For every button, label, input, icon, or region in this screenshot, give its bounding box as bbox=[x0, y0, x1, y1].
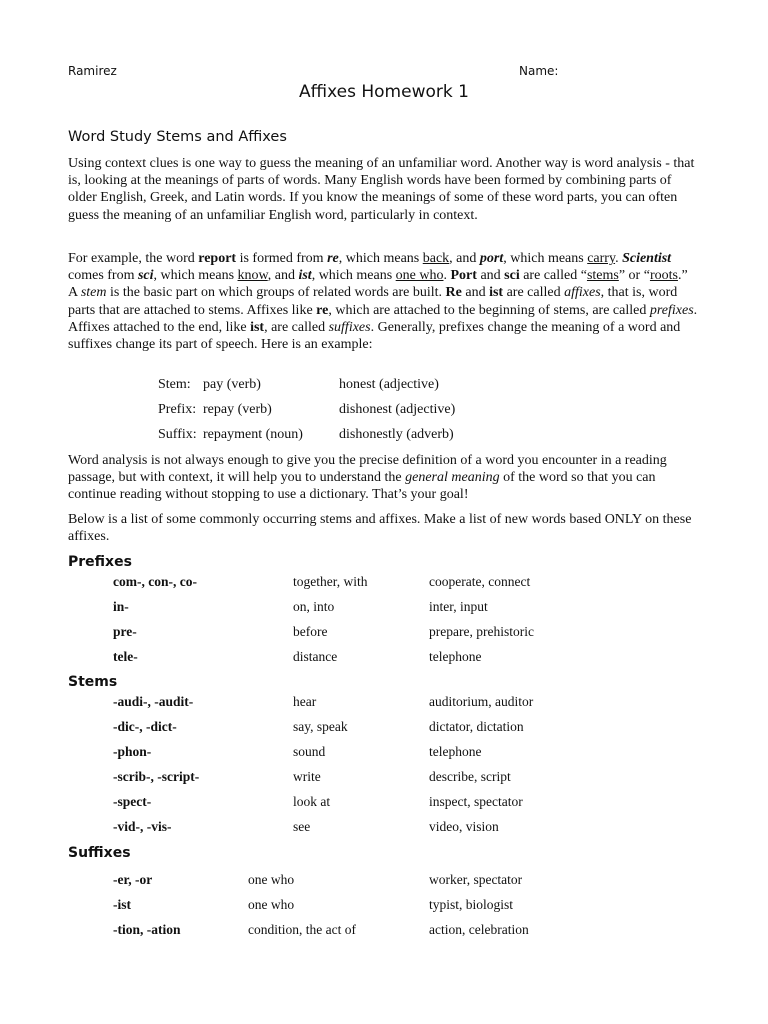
affix-cell: -vid-, -vis- bbox=[113, 819, 172, 834]
examples-cell: dictator, dictation bbox=[429, 719, 524, 734]
examples-cell: telephone bbox=[429, 649, 482, 664]
affix-cell: -ist bbox=[113, 897, 131, 912]
word-carry: carry bbox=[587, 251, 616, 266]
word-ist: ist bbox=[298, 268, 312, 284]
affix-cell: -phon- bbox=[113, 744, 152, 759]
meaning-cell: together, with bbox=[293, 574, 368, 589]
examples-cell: inspect, spectator bbox=[429, 794, 523, 809]
example-word: repayment (noun) bbox=[203, 427, 303, 442]
section-subtitle: Word Study Stems and Affixes bbox=[68, 129, 287, 145]
examples-cell: describe, script bbox=[429, 769, 511, 784]
meaning-cell: condition, the act of bbox=[248, 922, 356, 937]
meaning-cell: before bbox=[293, 624, 328, 639]
analysis-paragraph: Word analysis is not always enough to give you the precise definition of a word you encounter in a reading passage, but with context, it will help you to understand the general meaning of the word so that you can continue reading without stopping to use a dictionary. That’s your goal! bbox=[68, 453, 667, 503]
meaning-cell: write bbox=[293, 769, 321, 784]
examples-cell: worker, spectator bbox=[429, 872, 523, 887]
examples-cell: auditorium, auditor bbox=[429, 694, 534, 709]
prefixes-heading: Prefixes bbox=[68, 554, 132, 570]
intro-paragraph: Using context clues is one way to guess the meaning of an unfamiliar word. Another way is word analysis - that is, looking at the meanings of parts of words. Many English words have been formed by combining parts of older English, Greek, and Latin words. If you know the meanings of some of these word parts, you can often guess the meaning of an unfamiliar English word, particularly in context. bbox=[68, 156, 695, 223]
affix-cell: pre- bbox=[113, 624, 137, 639]
word-scientist: Scientist bbox=[622, 251, 672, 266]
example-label-stem: Stem: bbox=[158, 377, 191, 392]
examples-cell: action, celebration bbox=[429, 922, 529, 937]
meaning-cell: sound bbox=[293, 744, 326, 759]
page-title: Affixes Homework 1 bbox=[299, 82, 469, 102]
affix-cell: tele- bbox=[113, 649, 138, 664]
meaning-cell: on, into bbox=[293, 599, 335, 614]
affix-cell: -tion, -ation bbox=[113, 922, 181, 937]
teacher-name: Ramirez bbox=[68, 64, 117, 78]
general-meaning-emphasis: general meaning bbox=[405, 470, 500, 486]
affix-cell: -scrib-, -script- bbox=[113, 769, 200, 784]
examples-cell: telephone bbox=[429, 744, 482, 759]
affix-cell: -er, -or bbox=[113, 872, 153, 887]
meaning-cell: say, speak bbox=[293, 719, 348, 734]
meaning-cell: distance bbox=[293, 649, 338, 664]
affix-cell: -spect- bbox=[113, 794, 152, 809]
example-word: dishonestly (adverb) bbox=[339, 427, 454, 442]
word-report: report bbox=[198, 251, 237, 266]
word-back: back bbox=[422, 251, 450, 266]
example-word: dishonest (adjective) bbox=[339, 402, 456, 417]
meaning-cell: one who bbox=[248, 897, 295, 912]
affix-cell: in- bbox=[113, 599, 129, 614]
example-label-suffix: Suffix: bbox=[158, 427, 197, 442]
word-sci: sci bbox=[137, 268, 154, 284]
meaning-cell: one who bbox=[248, 872, 295, 887]
name-field-label: Name: bbox=[519, 64, 559, 78]
example-word: pay (verb) bbox=[203, 377, 261, 392]
example-word: honest (adjective) bbox=[339, 377, 439, 392]
example-word: repay (verb) bbox=[203, 402, 272, 417]
word-one-who: one who bbox=[395, 268, 444, 284]
examples-cell: cooperate, connect bbox=[429, 574, 531, 589]
meaning-cell: hear bbox=[293, 694, 317, 709]
meaning-cell: see bbox=[293, 819, 311, 834]
examples-cell: prepare, prehistoric bbox=[429, 624, 534, 639]
list-intro-paragraph: Below is a list of some commonly occurring stems and affixes. Make a list of new words based ONLY on these affixes. bbox=[68, 512, 692, 545]
examples-cell: inter, input bbox=[429, 599, 488, 614]
suffixes-heading: Suffixes bbox=[68, 845, 131, 861]
affix-cell: -dic-, -dict- bbox=[113, 719, 177, 734]
affix-cell: -audi-, -audit- bbox=[113, 694, 194, 709]
affix-cell: com-, con-, co- bbox=[113, 574, 197, 589]
word-port: port bbox=[479, 251, 504, 266]
example-label-prefix: Prefix: bbox=[158, 402, 197, 417]
word-re: re bbox=[327, 251, 339, 266]
example-paragraph: For example, the word report is formed from re, which means back, and port, which means carry. Scientist comes from sci, which means know, and ist, which means one who. Port and sci are called “stems” or “roots.” A stem is the basic part on which groups of related words are built. Re and ist are called affixes, that is, word parts that are attached to stems. Affixes like re, which are attached to the beginning of stems, are called prefixes. Affixes attached to the end, like ist, are called suffixes. Generally, prefixes change the meaning of a word and suffixes change its part of speech. Here is an example: bbox=[68, 251, 698, 353]
meaning-cell: look at bbox=[293, 794, 331, 809]
word-know: know bbox=[237, 268, 268, 284]
examples-cell: typist, biologist bbox=[429, 897, 514, 912]
examples-cell: video, vision bbox=[429, 819, 499, 834]
stems-heading: Stems bbox=[68, 674, 118, 690]
